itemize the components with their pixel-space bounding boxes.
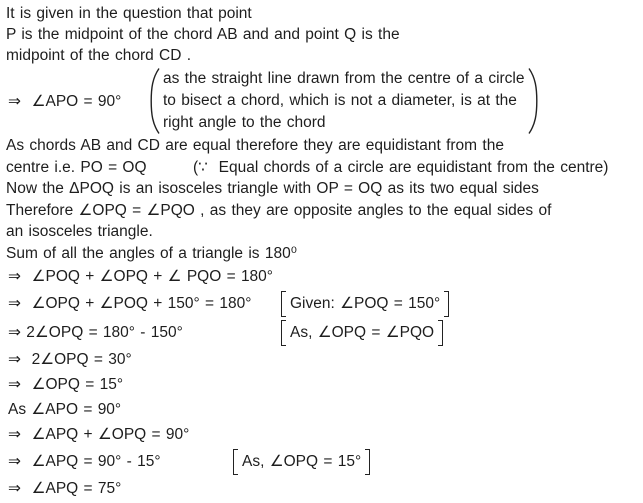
equation-text: As ∠APO = 90° [8, 401, 122, 418]
equation-row [6, 318, 643, 347]
apo-reason-line-2: to bisect a chord, which is not a diameter, is at the [163, 92, 517, 109]
close-bracket-icon [365, 449, 370, 475]
equation-text: ⇒ 2∠OPQ = 180° - 150° [8, 324, 183, 341]
equation-row [6, 422, 643, 447]
apo-reason-line-3: right angle to the chord [163, 114, 326, 131]
equation-text: ⇒ ∠OPQ = 15° [8, 376, 124, 393]
equation-text: ⇒ ∠APQ = 90° - 15° [8, 453, 161, 470]
reason-note [233, 449, 370, 475]
isosceles-line-2: Therefore ∠OPQ = ∠PQO , as they are opposite angles to the equal sides of [6, 201, 552, 219]
reason-note [281, 320, 443, 346]
reason-note-text: As, ∠OPQ = 15° [242, 453, 362, 470]
equation-text: ⇒ ∠POQ + ∠OPQ + ∠ PQO = 180° [8, 268, 273, 285]
reason-note-text: As, ∠OPQ = ∠PQO [290, 324, 435, 341]
intro-line-3: midpoint of the chord CD . [6, 47, 192, 64]
equation-row [6, 372, 643, 397]
equidistant-line-2 [6, 157, 643, 179]
equation-row [6, 347, 643, 372]
equation-text: ⇒ ∠OPQ + ∠POQ + 150° = 180° [8, 295, 252, 312]
apo-step-reason [161, 68, 527, 134]
po-equals-oq-text: centre i.e. PO = OQ [6, 158, 147, 176]
reason-note-text: Given: ∠POQ = 150° [290, 295, 441, 312]
equation-row [6, 397, 643, 422]
apo-step-row [6, 67, 643, 135]
reason-note [281, 291, 449, 317]
equation-text: ⇒ 2∠OPQ = 30° [8, 351, 132, 368]
isosceles-line-1: Now the ΔPOQ is an isosceles triangle with OP = OQ as its two equal sides [6, 180, 539, 197]
intro-line-2: P is the midpoint of the chord AB and and point Q is the [6, 26, 400, 43]
equation-row [6, 447, 643, 476]
close-bracket-icon [444, 291, 449, 317]
equation-row [6, 476, 643, 501]
equidistant-line-1: As chords AB and CD are equal therefore they are equidistant from the [6, 137, 504, 154]
equation-text: ⇒ ∠APQ + ∠OPQ = 90° [8, 426, 190, 443]
apo-reason-line-1: as the straight line drawn from the centre of a circle [163, 70, 525, 87]
apo-step-equation: ⇒ ∠APO = 90° [8, 92, 122, 110]
equidistant-reason-text: (∵ Equal chords of a circle are equidistant from the centre) [193, 158, 609, 176]
intro-line-1: It is given in the question that point [6, 5, 252, 22]
equation-row [6, 264, 643, 289]
big-open-paren-icon [149, 67, 161, 135]
equation-row [6, 289, 643, 318]
isosceles-line-4: Sum of all the angles of a triangle is 180⁰ [6, 244, 297, 262]
big-close-paren-icon [527, 67, 539, 135]
equation-text: ⇒ ∠APQ = 75° [8, 480, 122, 497]
close-bracket-icon [438, 320, 443, 346]
isosceles-line-3: an isosceles triangle. [6, 223, 153, 240]
